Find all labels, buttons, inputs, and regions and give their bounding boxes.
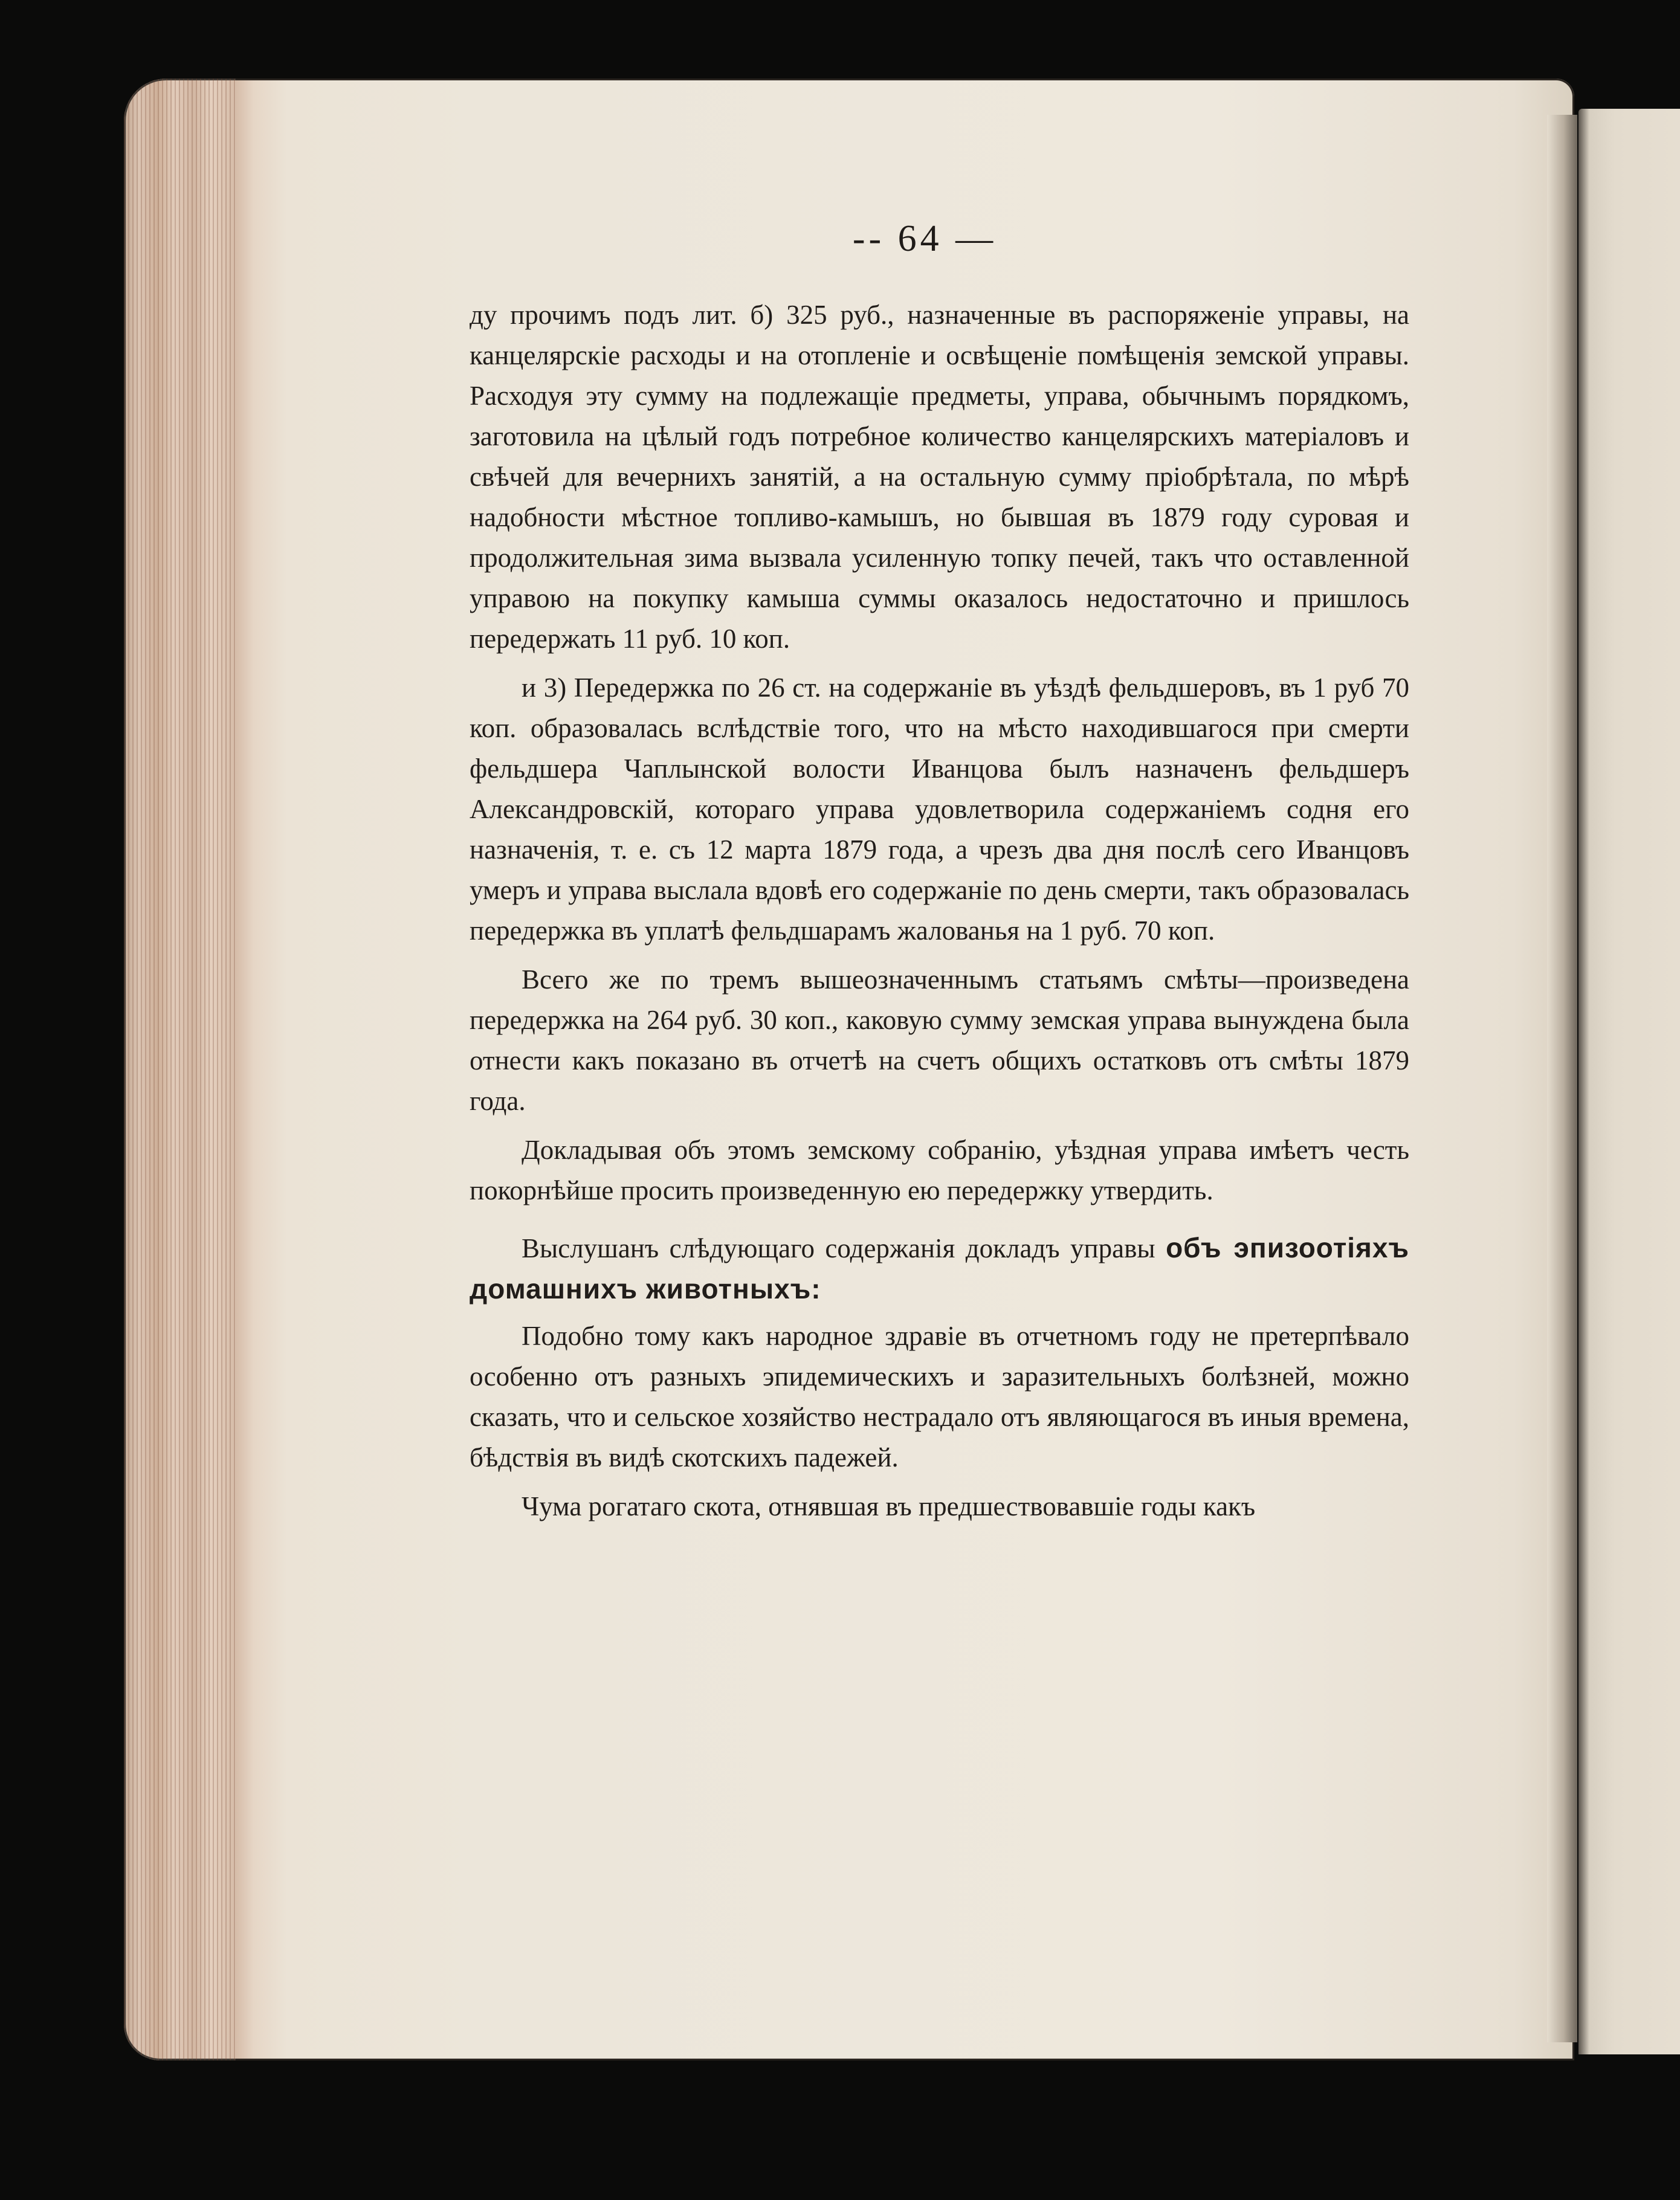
paragraph-2: и 3) Передержка по 26 ст. на содержаніе въ уѣздѣ фельдшеровъ, въ 1 руб 70 коп. образовалась вслѣдствіе того, что на мѣсто находившагося при смерти фельдшера Чаплынской волости Иванцова былъ назначенъ фельдшеръ Александровскій, котораго управа удовлетворила содержаніемъ содня его назначенія, т. е. съ 12 марта 1879 года, а чрезъ два дня послѣ сего Иванцовъ умеръ и управа выслала вдовѣ его содержаніе по день смерти, такъ образовалась передержка въ уплатѣ фельдшарамъ жалованья на 1 руб. 70 коп. xyxy=(470,673,1409,946)
page-edge-stack xyxy=(124,79,236,2060)
page-number: -- 64 — xyxy=(852,218,997,259)
paragraph-1: ду прочимъ подъ лит. б) 325 руб., назначенные въ распоряженіе управы, на канцелярскіе расходы и на отопленіе и освѣщеніе помѣщенія земской управы. Расходуя эту сумму на подлежащіе предметы, управа, обычнымъ порядкомъ, заготовила на цѣлый годъ потребное количество канцелярскихъ матеріаловъ и свѣчей для вечернихъ занятій, а на остальную сумму пріобрѣтала, по мѣрѣ надобности мѣстное топливо-камышъ, но бывшая въ 1879 году суровая и продолжительная зима вызвала усиленную топку печей, такъ что оставленной управою на покупку камыша суммы оказалось недостаточно и пришлось передержать 11 руб. 10 коп. xyxy=(470,300,1409,654)
section-heading xyxy=(470,1228,1409,1310)
facing-page-edge xyxy=(1578,109,1680,2054)
paragraph-6: Чума рогатаго скота, отнявшая въ предшествовавшіе годы какъ xyxy=(522,1491,1256,1521)
page-text xyxy=(470,295,1409,1529)
paragraph-5: Подобно тому какъ народное здравіе въ отчетномъ году не претерпѣвало особенно отъ разныхъ эпидемическихъ и заразительныхъ болѣзней, можно сказать, что и сельское хозяйство нестрадало отъ являющагося въ иныя времена, бѣдствія въ видѣ скотскихъ падежей. xyxy=(470,1321,1409,1473)
section-heading-lead: Выслушанъ слѣдующаго содержанія докладъ управы xyxy=(522,1233,1155,1263)
paragraph-3: Всего же по тремъ вышеозначеннымъ статьямъ смѣты—произведена передержка на 264 руб. 30 коп., каковую сумму земская управа вынуждена была отнести какъ показано въ отчетѣ на счетъ общихъ остатковъ отъ смѣты 1879 года. xyxy=(470,964,1409,1116)
section-heading-title: объ эпизоотіяхъ домашнихъ животныхъ: xyxy=(470,1232,1410,1305)
paragraph-4: Докладывая объ этомъ земскому собранію, уѣздная управа имѣетъ честь покорнѣйше просить произведенную ею передержку утвердить. xyxy=(470,1135,1409,1205)
book-gutter xyxy=(1547,115,1577,2042)
